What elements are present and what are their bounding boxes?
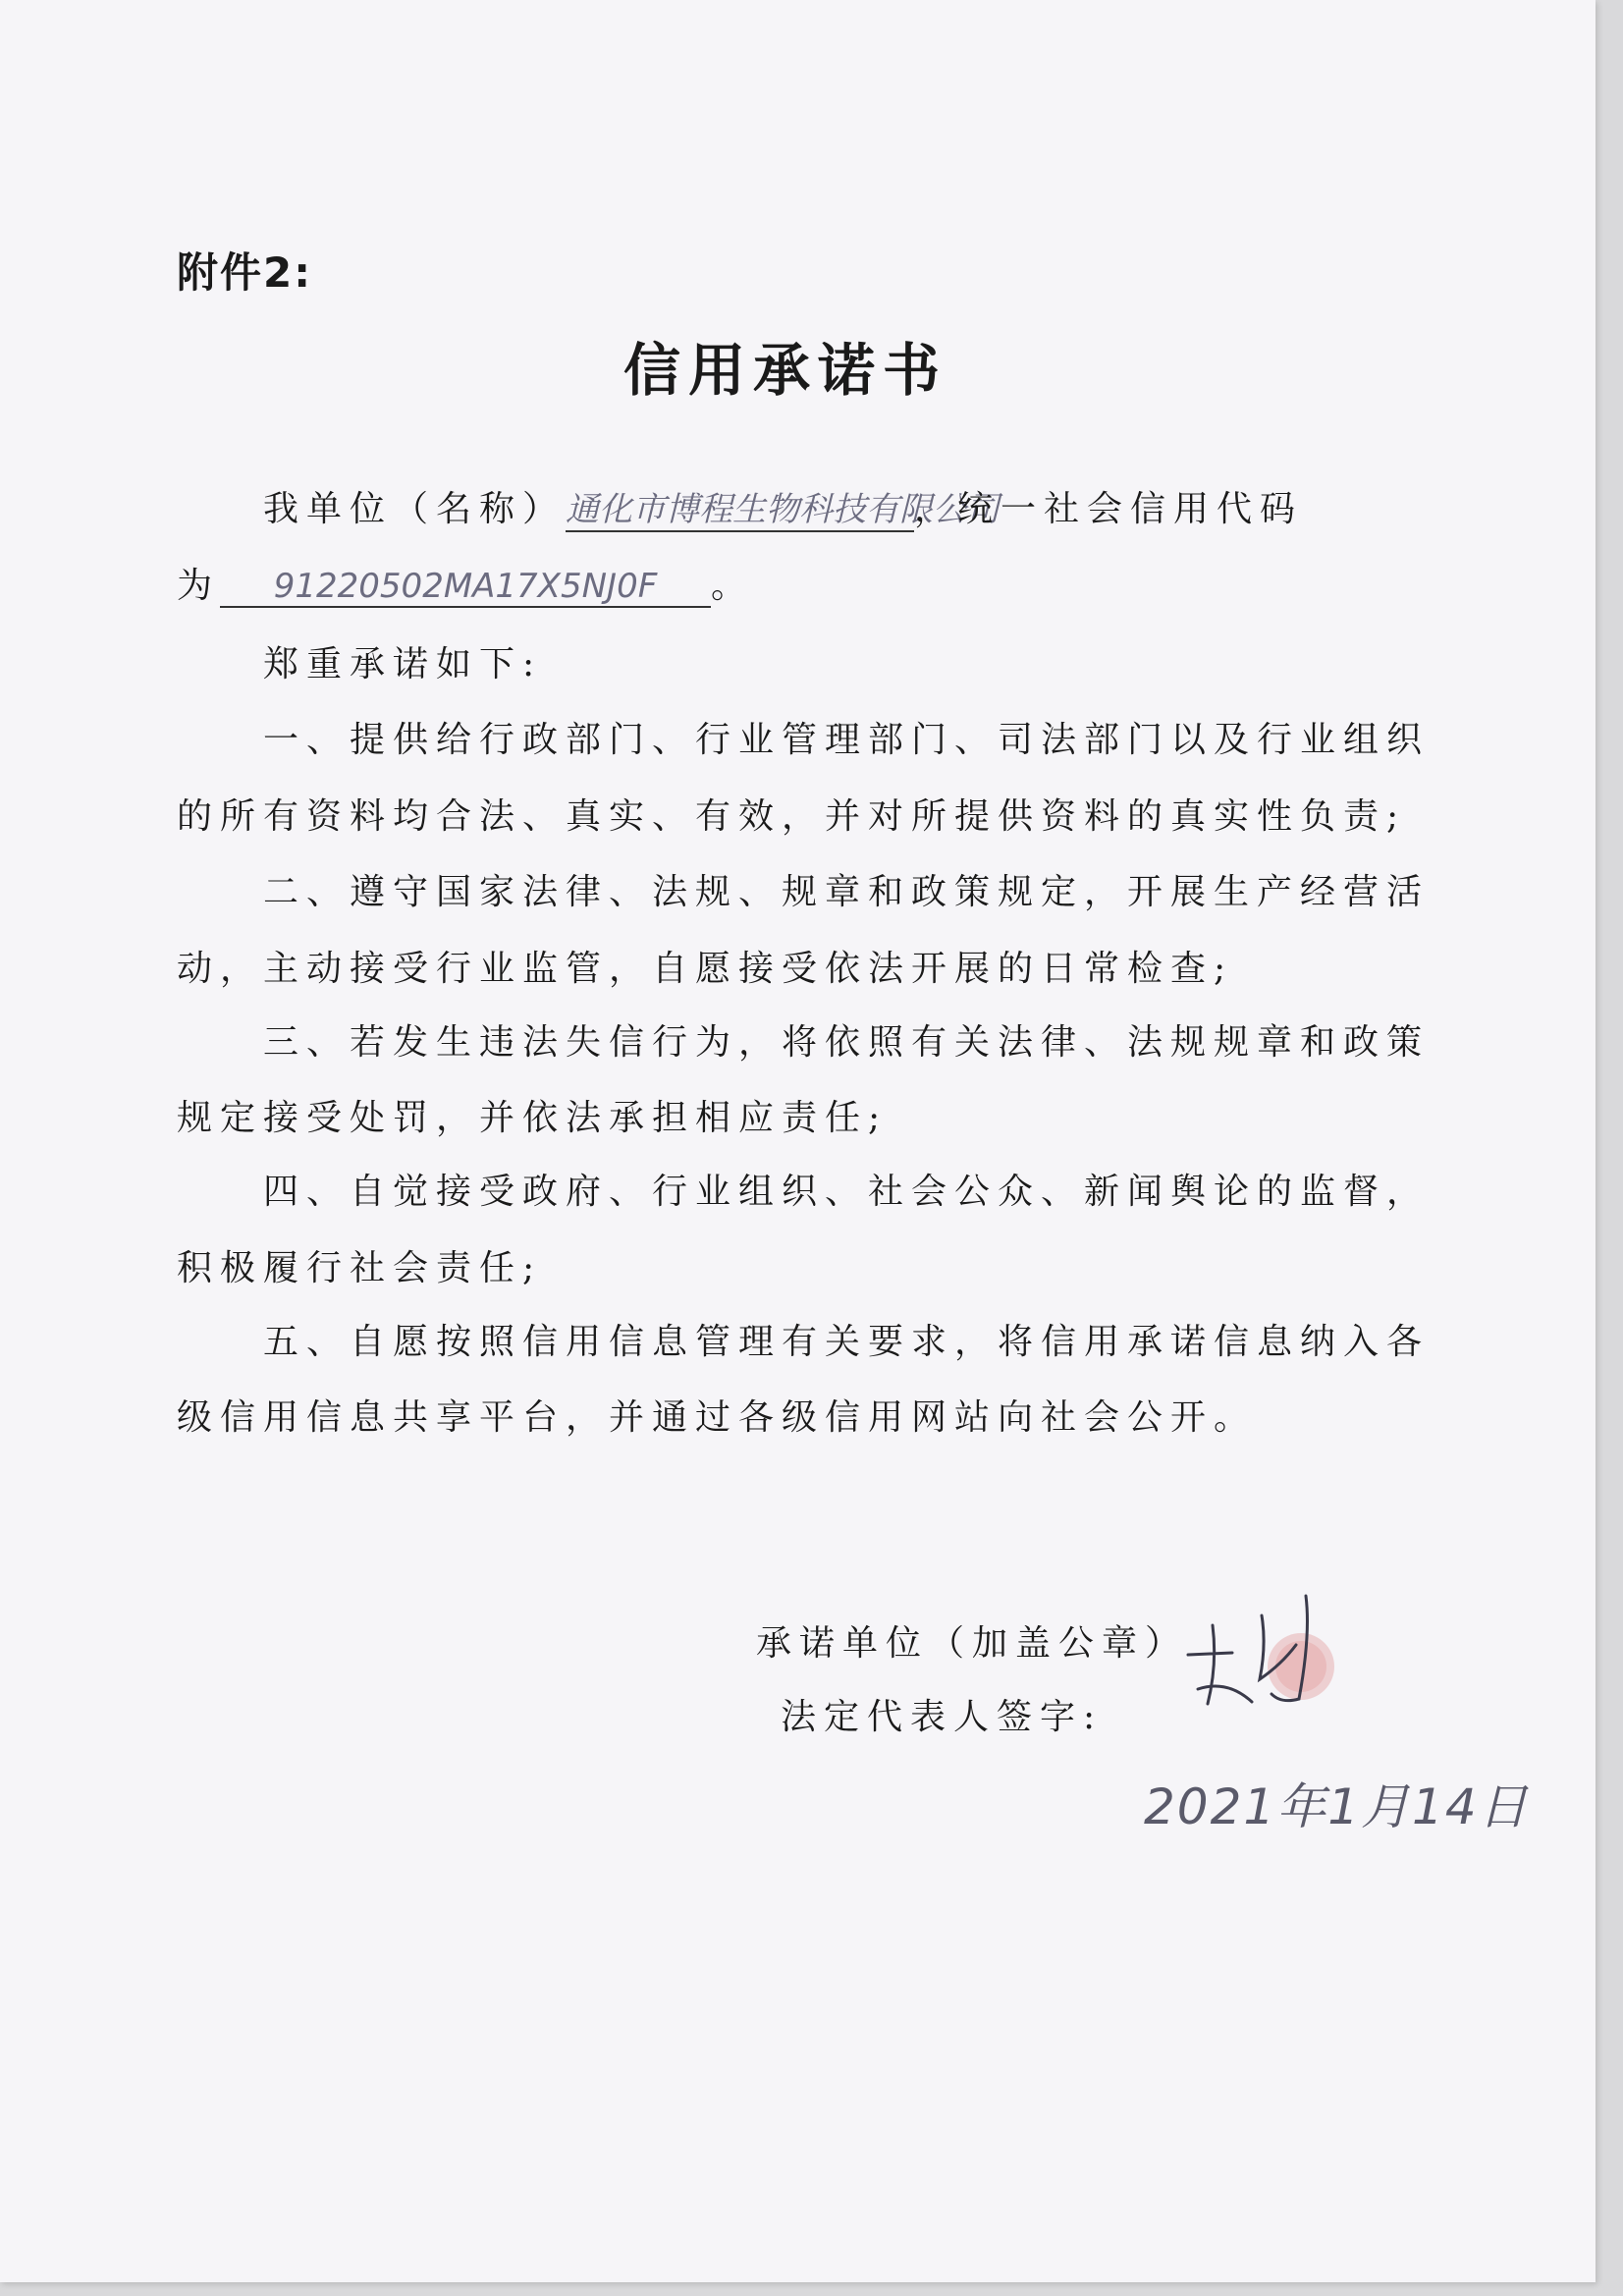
legal-rep-label: 法定代表人签字: [781,1697,1104,1737]
paragraph-4-line-2: 积极履行社会责任; [177,1248,543,1288]
intro-line-2 [177,558,754,608]
code-prefix: 为 [177,566,221,606]
paragraph-3-line-2: 规定接受处罚，并依法承担相应责任; [177,1098,889,1138]
pledging-unit-label: 承诺单位（加盖公章） [756,1623,1189,1664]
code-suffix: 。 [711,566,755,606]
intro-line-1 [263,481,1303,532]
paragraph-2-line-1: 二、遵守国家法律、法规、规章和政策规定，开展生产经营活 [263,872,1431,912]
document-title: 信用承诺书 [622,337,947,404]
paragraph-1-line-2: 的所有资料均合法、真实、有效，并对所提供资料的真实性负责; [177,796,1407,837]
attachment-label: 附件2: [177,248,313,297]
paragraph-4-line-1: 四、自觉接受政府、行业组织、社会公众、新闻舆论的监督， [263,1172,1431,1212]
paragraph-5-line-2: 级信用信息共享平台，并通过各级信用网站向社会公开。 [177,1397,1258,1438]
paragraph-1-line-1: 一、提供给行政部门、行业管理部门、司法部门以及行业组织 [263,720,1431,760]
commitment-heading: 郑重承诺如下: [263,644,543,684]
unit-name-field: 通化市博程生物科技有限公司 [566,482,914,532]
paragraph-3-line-1: 三、若发生违法失信行为，将依照有关法律、法规规章和政策 [263,1022,1431,1063]
intro-prefix: 我单位（名称） [263,489,567,529]
paragraph-5-line-1: 五、自愿按照信用信息管理有关要求，将信用承诺信息纳入各 [263,1322,1431,1362]
handwritten-date: 2021年1月14日 [1144,1778,1530,1835]
credit-code-field: 91220502MA17X5NJ0F [220,567,711,608]
signature-seal-area [1173,1586,1370,1733]
intro-suffix: ，统一社会信用代码 [914,489,1304,529]
paragraph-2-line-2: 动，主动接受行业监管，自愿接受依法开展的日常检查; [177,949,1234,989]
